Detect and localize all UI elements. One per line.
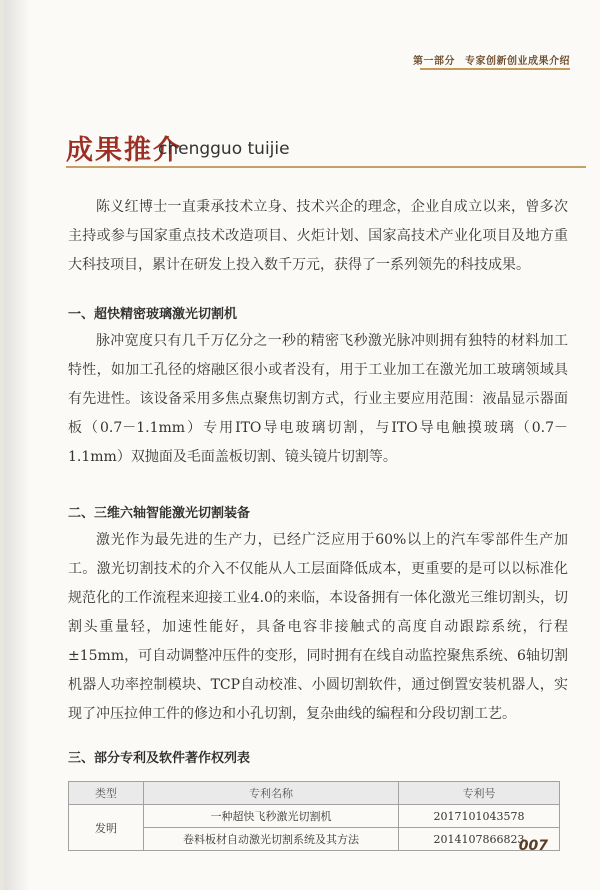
table-cell-number: 2017101043578 <box>399 805 560 828</box>
table-header-row <box>69 782 560 805</box>
intro-paragraph: 陈义红博士一直秉承技术立身、技术兴企的理念，企业自成立以来，曾多次主持或参与国家重点技术改造项目、火炬计划、国家高技术产业化项目及地方重大科技项目，累计在研发上投入数千万元，获得了一系列领先的科技成果。 <box>68 199 568 273</box>
section-body-1: 脉冲宽度只有几千万亿分之一秒的精密飞秒激光脉冲则拥有独特的材料加工特性，如加工孔径的熔融区很小或者没有，用于工业加工在激光加工玻璃领域具有先进性。该设备采用多焦点聚焦切割方式，行业主要应用范围：液晶显示器面板（0.7－1.1mm）专用ITO导电玻璃切割，与ITO导电触摸玻璃（0.7－1.1mm）双抛面及毛面盖板切割、镜头镜片切割等。 <box>68 333 568 465</box>
table-cell-name: 卷料板材自动激光切割系统及其方法 <box>144 828 399 851</box>
section-banner <box>66 128 586 174</box>
running-header <box>413 52 570 67</box>
table-cell-name: 一种超快飞秒激光切割机 <box>144 805 399 828</box>
banner-rule <box>66 166 586 168</box>
table-header-number: 专利号 <box>399 782 560 805</box>
banner-title-cn: 成果推介 <box>66 135 182 166</box>
table-row <box>69 805 560 828</box>
table-header-type: 类型 <box>69 782 144 805</box>
section-title-2: 二、三维六轴智能激光切割装备 <box>68 506 251 521</box>
header-part: 第一部分 <box>413 56 455 67</box>
table-header-name: 专利名称 <box>144 782 399 805</box>
header-section: 专家创新创业成果介绍 <box>465 56 570 67</box>
article-body <box>68 193 568 851</box>
section-title-3: 三、部分专利及软件著作权列表 <box>68 751 251 766</box>
table-cell-number: 2014107866823 <box>399 828 560 851</box>
page-number: 007 <box>518 838 548 854</box>
header-rule <box>420 68 570 70</box>
binding-shadow <box>4 0 30 890</box>
section-title-1: 一、超快精密玻璃激光切割机 <box>68 307 238 322</box>
section-body-2: 激光作为最先进的生产力，已经广泛应用于60%以上的汽车零部件生产加工。激光切割技术的介入不仅能从人工层面降低成本，更重要的是可以以标准化规范化的工作流程来迎接工业4.0的来临，本设备拥有一体化激光三维切割头，切割头重量轻，加速性能好，具备电容非接触式的高度自动跟踪系统，行程±15mm，可自动调整冲压件的变形，同时拥有在线自动监控聚焦系统、6轴切割机器人功率控制模块、TCP自动校准、小圆切割软件，通过倒置安装机器人，实现了冲压拉伸工件的修边和小孔切割，复杂曲线的编程和分段切割工艺。 <box>68 532 568 722</box>
table-cell-type: 发明 <box>69 805 144 851</box>
patent-table <box>68 781 560 851</box>
banner-title-pinyin: chengguo tuijie <box>158 139 290 159</box>
